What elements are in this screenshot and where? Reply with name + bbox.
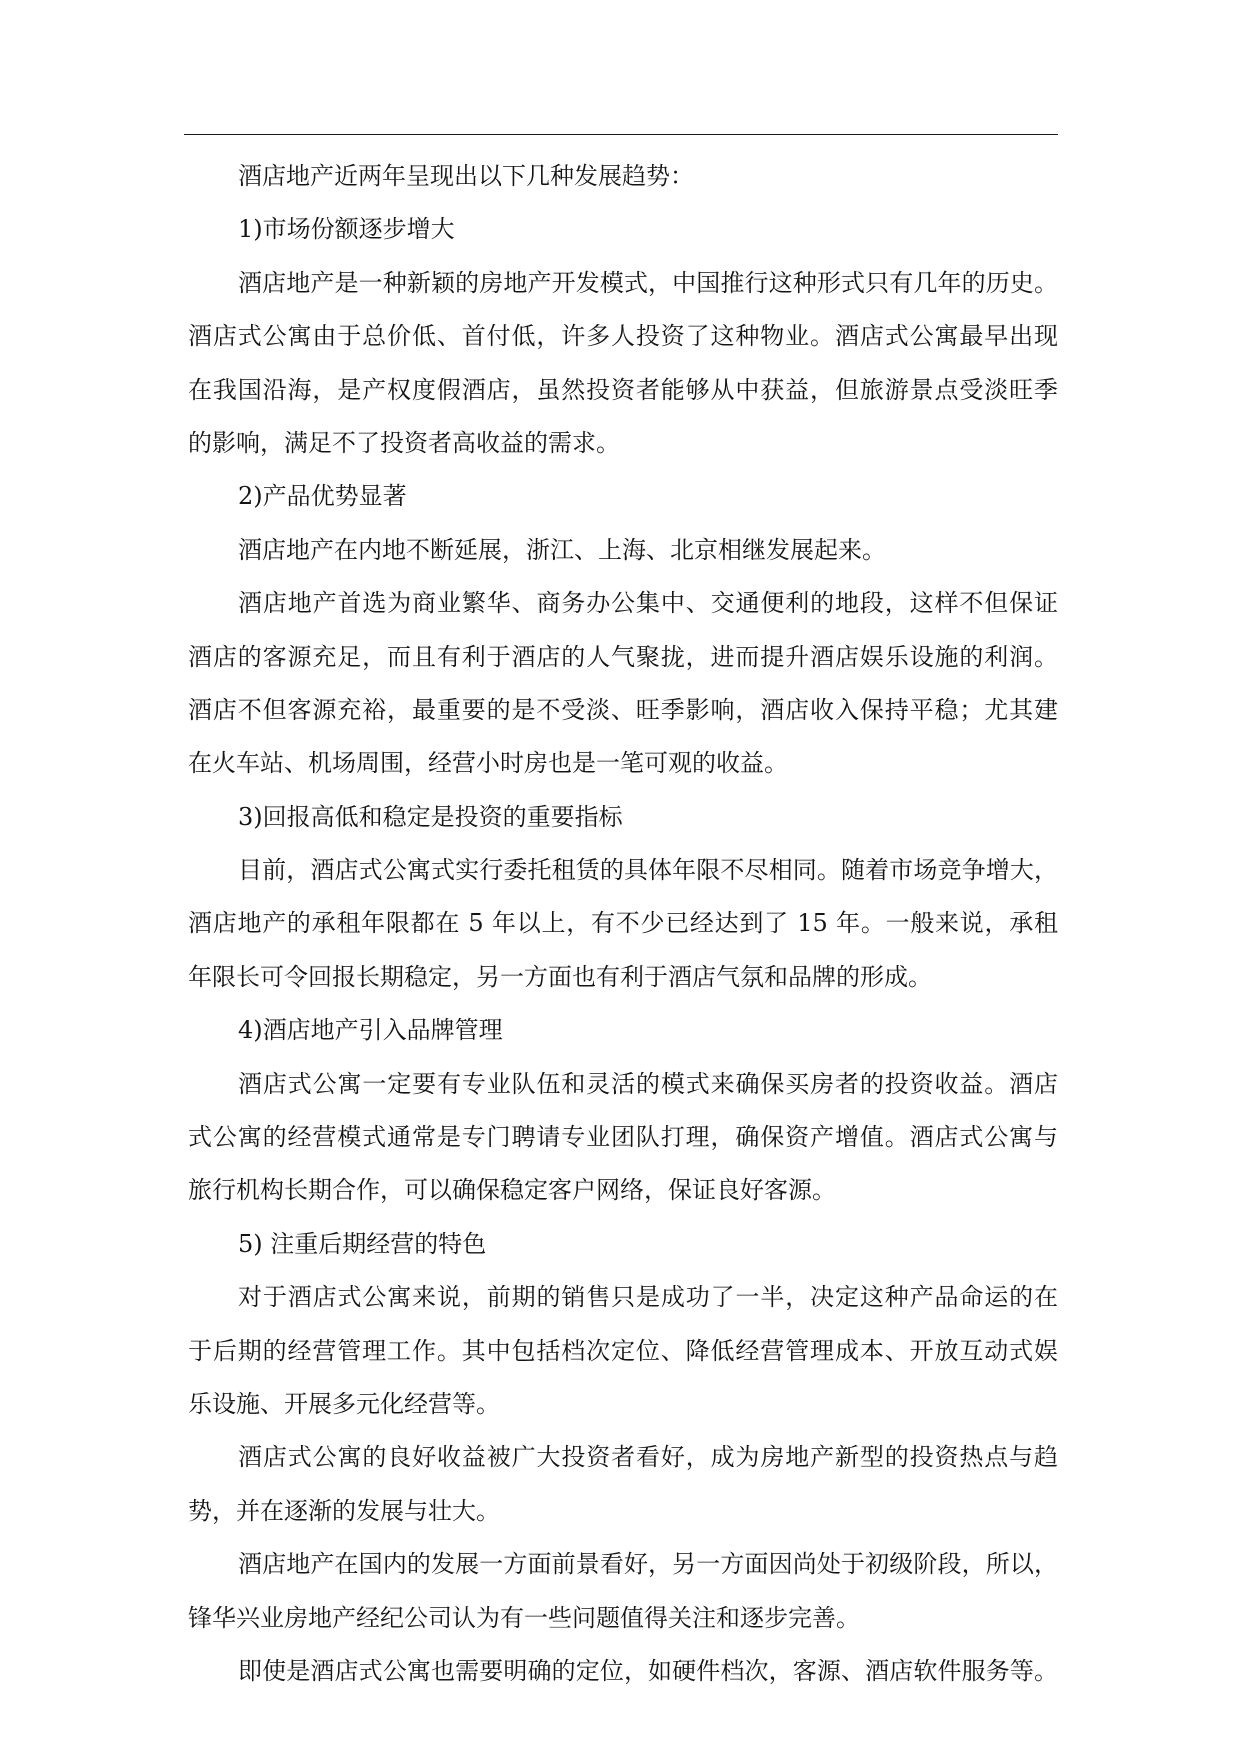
intro-paragraph (188, 150, 1058, 203)
paragraph (188, 577, 1058, 791)
section-heading-5 (188, 1218, 1058, 1271)
section-heading: 5) 注重后期经营的特色 (238, 1229, 487, 1258)
section-heading-4 (188, 1004, 1058, 1057)
section-heading-3 (188, 791, 1058, 844)
paragraph (188, 1271, 1058, 1431)
paragraph-line: 酒店地产是一种新颖的房地产开发模式，中国推行这种形式只有几年的历史。 (238, 268, 1058, 297)
paragraph-line: 旅行机构长期合作，可以确保稳定客户网络，保证良好客源。 (188, 1176, 836, 1205)
paragraph-line: 酒店的客源充足，而且有利于酒店的人气聚拢，进而提升酒店娱乐设施的利润。 (188, 642, 1058, 671)
paragraph-line: 酒店地产的承租年限都在 5 年以上，有不少已经达到了 15 年。一般来说，承租 (188, 909, 1058, 938)
paragraph (188, 844, 1058, 1004)
paragraph-line: 酒店式公寓由于总价低、首付低，许多人投资了这种物业。酒店式公寓最早出现 (188, 322, 1058, 351)
paragraph-line: 酒店地产在内地不断延展，浙江、上海、北京相继发展起来。 (238, 535, 886, 564)
paragraph-line: 酒店不但客源充裕，最重要的是不受淡、旺季影响，酒店收入保持平稳；尤其建 (188, 695, 1058, 724)
paragraph (188, 1538, 1058, 1645)
paragraph-line: 在我国沿海，是产权度假酒店，虽然投资者能够从中获益，但旅游景点受淡旺季 (188, 375, 1058, 404)
paragraph-line: 对于酒店式公寓来说，前期的销售只是成功了一半，决定这种产品命运的在 (238, 1283, 1058, 1312)
paragraph-line: 式公寓的经营模式通常是专门聘请专业团队打理，确保资产增值。酒店式公寓与 (188, 1123, 1058, 1152)
paragraph (188, 1431, 1058, 1538)
paragraph-line: 酒店地产近两年呈现出以下几种发展趋势： (238, 162, 694, 190)
paragraph-line: 于后期的经营管理工作。其中包括档次定位、降低经营管理成本、开放互动式娱 (188, 1336, 1058, 1365)
section-heading: 3)回报高低和稳定是投资的重要指标 (238, 802, 623, 831)
paragraph-line: 势，并在逐渐的发展与壮大。 (188, 1496, 500, 1525)
section-heading-1 (188, 203, 1058, 256)
section-heading: 1)市场份额逐步增大 (238, 215, 455, 244)
header-rule (184, 134, 1058, 135)
paragraph (188, 524, 1058, 577)
paragraph-line: 酒店式公寓一定要有专业队伍和灵活的模式来确保买房者的投资收益。酒店 (238, 1069, 1058, 1098)
paragraph (188, 1645, 1058, 1698)
paragraph-line: 酒店地产首选为商业繁华、商务办公集中、交通便利的地段，这样不但保证 (238, 589, 1058, 618)
paragraph-line: 酒店地产在国内的发展一方面前景看好，另一方面因尚处于初级阶段，所以， (238, 1550, 1058, 1579)
section-heading-2 (188, 470, 1058, 523)
document-body (188, 150, 1058, 1698)
section-heading: 4)酒店地产引入品牌管理 (238, 1016, 503, 1045)
paragraph-line: 即使是酒店式公寓也需要明确的定位，如硬件档次，客源、酒店软件服务等。 (238, 1656, 1058, 1685)
paragraph-line: 年限长可令回报长期稳定，另一方面也有利于酒店气氛和品牌的形成。 (188, 962, 932, 991)
paragraph-line: 酒店式公寓的良好收益被广大投资者看好，成为房地产新型的投资热点与趋 (238, 1443, 1058, 1472)
section-heading: 2)产品优势显著 (238, 482, 407, 511)
paragraph-line: 在火车站、机场周围，经营小时房也是一笔可观的收益。 (188, 749, 788, 778)
paragraph (188, 1058, 1058, 1218)
paragraph-line: 锋华兴业房地产经纪公司认为有一些问题值得关注和逐步完善。 (188, 1603, 860, 1632)
paragraph (188, 257, 1058, 471)
paragraph-line: 目前，酒店式公寓式实行委托租赁的具体年限不尽相同。随着市场竞争增大， (238, 856, 1058, 885)
paragraph-line: 乐设施、开展多元化经营等。 (188, 1389, 500, 1418)
paragraph-line: 的影响，满足不了投资者高收益的需求。 (188, 428, 620, 457)
